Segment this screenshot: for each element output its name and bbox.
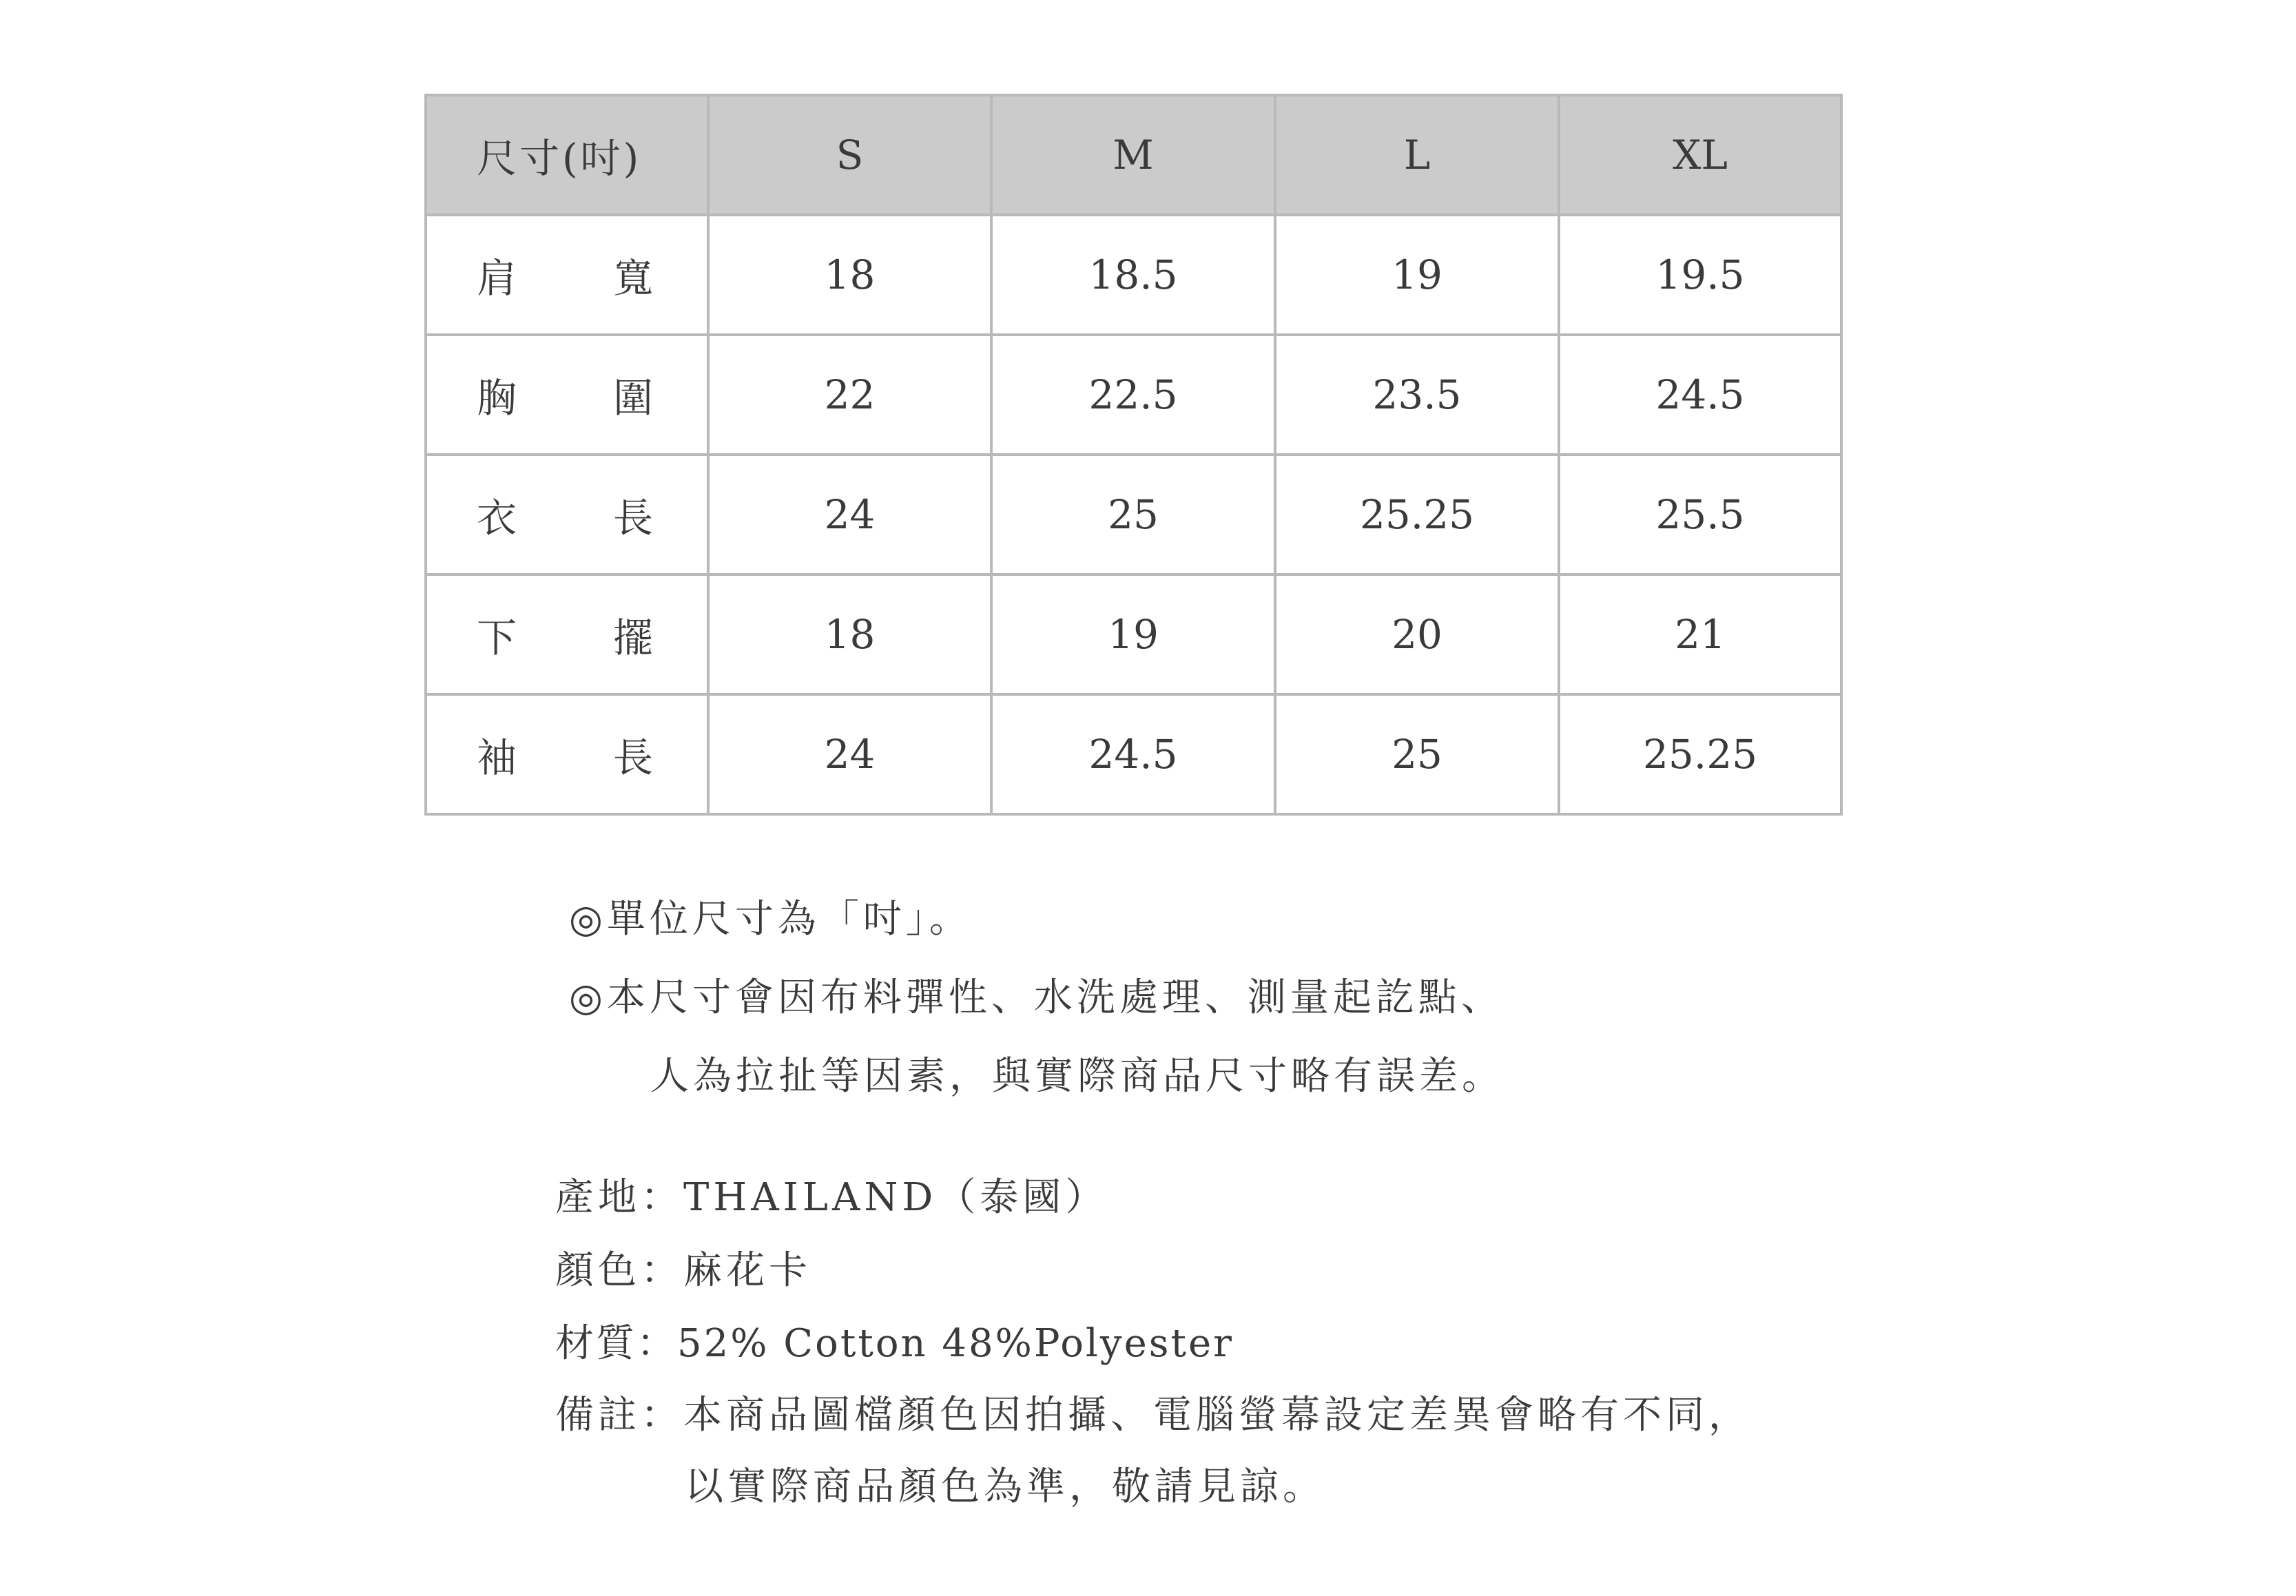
size-header-m: M <box>991 95 1275 215</box>
table-cell: 24.5 <box>991 694 1275 814</box>
table-row-chest <box>426 335 1841 455</box>
table-cell: 19.5 <box>1559 215 1841 335</box>
color-line: 顏色：麻花卡 <box>555 1248 811 1293</box>
variance-note-line2: 人為拉扯等因素，與實際商品尺寸略有誤差。 <box>650 1054 1504 1099</box>
size-header-l: L <box>1275 95 1559 215</box>
table-cell: 21 <box>1559 574 1841 694</box>
table-row-shoulder <box>426 215 1841 335</box>
table-cell: 22.5 <box>991 335 1275 455</box>
table-cell: 24 <box>708 455 991 574</box>
table-cell: 19 <box>1275 215 1559 335</box>
table-cell: 25 <box>1275 694 1559 814</box>
remark-line1: 備註：本商品圖檔顏色因拍攝、電腦螢幕設定差異會略有不同， <box>555 1393 1751 1438</box>
table-row-hem <box>426 574 1841 694</box>
row-label-length: 衣長 <box>426 455 708 574</box>
remark-line2: 以實際商品顏色為準，敬請見諒。 <box>685 1464 1325 1509</box>
table-cell: 19 <box>991 574 1275 694</box>
size-header-xl: XL <box>1559 95 1841 215</box>
table-cell: 24 <box>708 694 991 814</box>
size-header-label: 尺寸(吋) <box>426 95 708 215</box>
table-cell: 25.25 <box>1559 694 1841 814</box>
material-line: 材質：52% Cotton 48%Polyester <box>555 1321 1234 1366</box>
table-row-sleeve <box>426 694 1841 814</box>
table-cell: 25.25 <box>1275 455 1559 574</box>
table-row-length <box>426 455 1841 574</box>
size-chart-table <box>424 94 1843 816</box>
size-header-s: S <box>708 95 991 215</box>
table-cell: 24.5 <box>1559 335 1841 455</box>
table-cell: 18 <box>708 215 991 335</box>
table-cell: 20 <box>1275 574 1559 694</box>
row-label-shoulder: 肩寬 <box>426 215 708 335</box>
size-header-row <box>426 95 1841 215</box>
table-cell: 23.5 <box>1275 335 1559 455</box>
variance-note-line1: ◎本尺寸會因布料彈性、水洗處理、測量起訖點、 <box>569 975 1504 1020</box>
unit-note: ◎單位尺寸為「吋」。 <box>569 897 972 942</box>
row-label-sleeve: 袖長 <box>426 694 708 814</box>
table-cell: 22 <box>708 335 991 455</box>
table-cell: 18 <box>708 574 991 694</box>
table-cell: 18.5 <box>991 215 1275 335</box>
row-label-hem: 下擺 <box>426 574 708 694</box>
origin-line: 產地：THAILAND（泰國） <box>555 1175 1108 1220</box>
row-label-chest: 胸圍 <box>426 335 708 455</box>
table-cell: 25.5 <box>1559 455 1841 574</box>
table-cell: 25 <box>991 455 1275 574</box>
